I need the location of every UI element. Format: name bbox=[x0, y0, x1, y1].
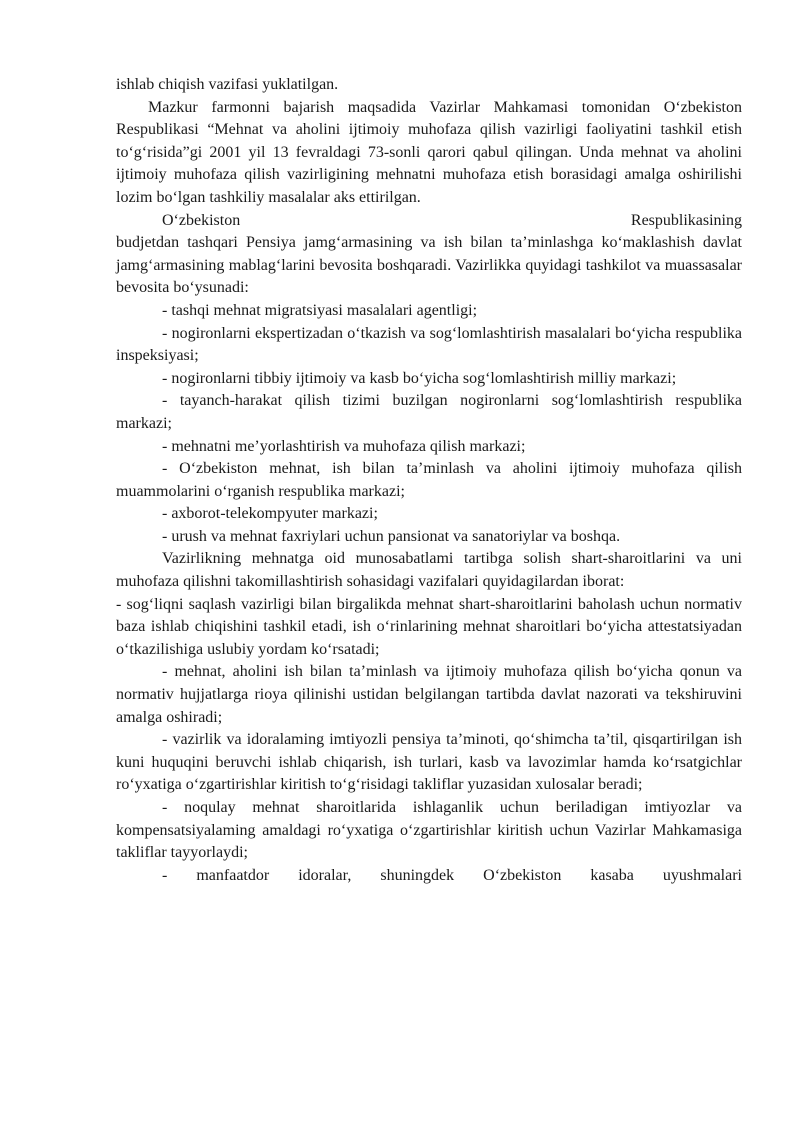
paragraph: budjetdan tashqari Pensiya jamg‘armasining va ish bilan ta’minlashga ko‘maklashish davlat jamg‘armasining mablag‘larini bevosita boshqaradi. Vazirlikka quyidagi tashkilot va muassasalar bevosita bo‘ysunadi: bbox=[116, 234, 742, 297]
list-item: - urush va mehnat faxriylari uchun pansionat va sanatoriylar va boshqa. bbox=[162, 527, 621, 545]
list-item: - tayanch-harakat qilish tizimi buzilgan nogironlarni sog‘lomlashtirish respublika markazi; bbox=[116, 392, 742, 432]
paragraph: ishlab chiqish vazifasi yuklatilgan. bbox=[116, 76, 339, 93]
paragraph-fragment: O‘zbekiston bbox=[162, 211, 241, 229]
list-item: - vazirlik va idoralaming imtiyozli pensiya ta’minoti, qo‘shimcha ta’til, qisqartirilgan ish kuni huquqini beruvchi ishlab chiqarish, ish turlari, kasb va lavozimlar hamda ko‘rsatgichlar ro‘yxatiga o‘zgartirishlar kiritish to‘g‘risidagi takliflar yuzasidan xulosalar beradi; bbox=[116, 731, 742, 794]
document-page bbox=[116, 74, 742, 887]
list-item: - noqulay mehnat sharoitlarida ishlaganlik uchun beriladigan imtiyozlar va kompensatsiyalaming amaldagi ro‘yxatiga o‘zgartirishlar kiritish uchun Vazirlar Mahkamasiga takliflar tayyorlaydi; bbox=[116, 799, 742, 862]
paragraph: Vazirlikning mehnatga oid munosabatlami tartibga solish shart-sharoitlarini va uni muhofaza qilishni takomillashtirish sohasidagi vazifalari quyidagilardan iborat: bbox=[116, 550, 742, 591]
list-item: - mehnatni me’yorlashtirish va muhofaza qilish markazi; bbox=[162, 437, 526, 455]
list-item: - mehnat, aholini ish bilan ta’minlash va ijtimoiy muhofaza qilish bo‘yicha qonun va normativ hujjatlarga rioya qilinishi ustidan belgilangan tartibda davlat nazorati va tekshiruvini amalga oshiradi; bbox=[116, 663, 742, 726]
list-item: - tashqi mehnat migratsiyasi masalalari agentligi; bbox=[162, 301, 478, 319]
paragraph-fragment: Respublikasining bbox=[630, 211, 742, 229]
list-item: - nogironlarni ekspertizadan o‘tkazish va sog‘lomlashtirish masalalari bo‘yicha respublika inspeksiyasi; bbox=[116, 324, 742, 365]
list-item: - axborot-telekompyuter markazi; bbox=[162, 505, 378, 523]
list-item: - sog‘liqni saqlash vazirligi bilan birgalikda mehnat shart-sharoitlarini baholash uchun normativ baza ishlab chiqishini tashkil etadi, ish o‘rinlarining mehnat sharoitlari bo‘yicha attestatsiyadan o‘tkazilishiga uslubiy yordam ko‘rsatadi; bbox=[116, 595, 742, 658]
list-item-continuation: muammolarini o‘rganish respublika markazi; bbox=[116, 482, 405, 500]
paragraph: Mazkur farmonni bajarish maqsadida Vazirlar Mahkamasi tomonidan O‘zbekiston Respublikasi “Mehnat va aholini ijtimoiy muhofaza qilish vazirligi faoliyatini tashkil etish to‘g‘risida”gi 2001 yil 13 fevraldagi 73-sonli qarori qabul qilingan. Unda mehnat va aholini ijtimoiy muhofaza qilish vazirligining mehnatni muhofaza etish borasidagi amalga oshirilishi lozim bo‘lgan tashkiliy masalalar aks ettirilgan. bbox=[116, 98, 742, 206]
list-item: - nogironlarni tibbiy ijtimoiy va kasb bo‘yicha sog‘lomlashtirish milliy markazi; bbox=[162, 369, 677, 387]
list-item: - manfaatdor idoralar, shuningdek O‘zbekiston kasaba uyushmalari bbox=[162, 866, 742, 884]
paragraph-split-line bbox=[116, 210, 742, 233]
list-item: - O‘zbekiston mehnat, ish bilan ta’minlash va aholini ijtimoiy muhofaza qilish bbox=[162, 460, 742, 478]
